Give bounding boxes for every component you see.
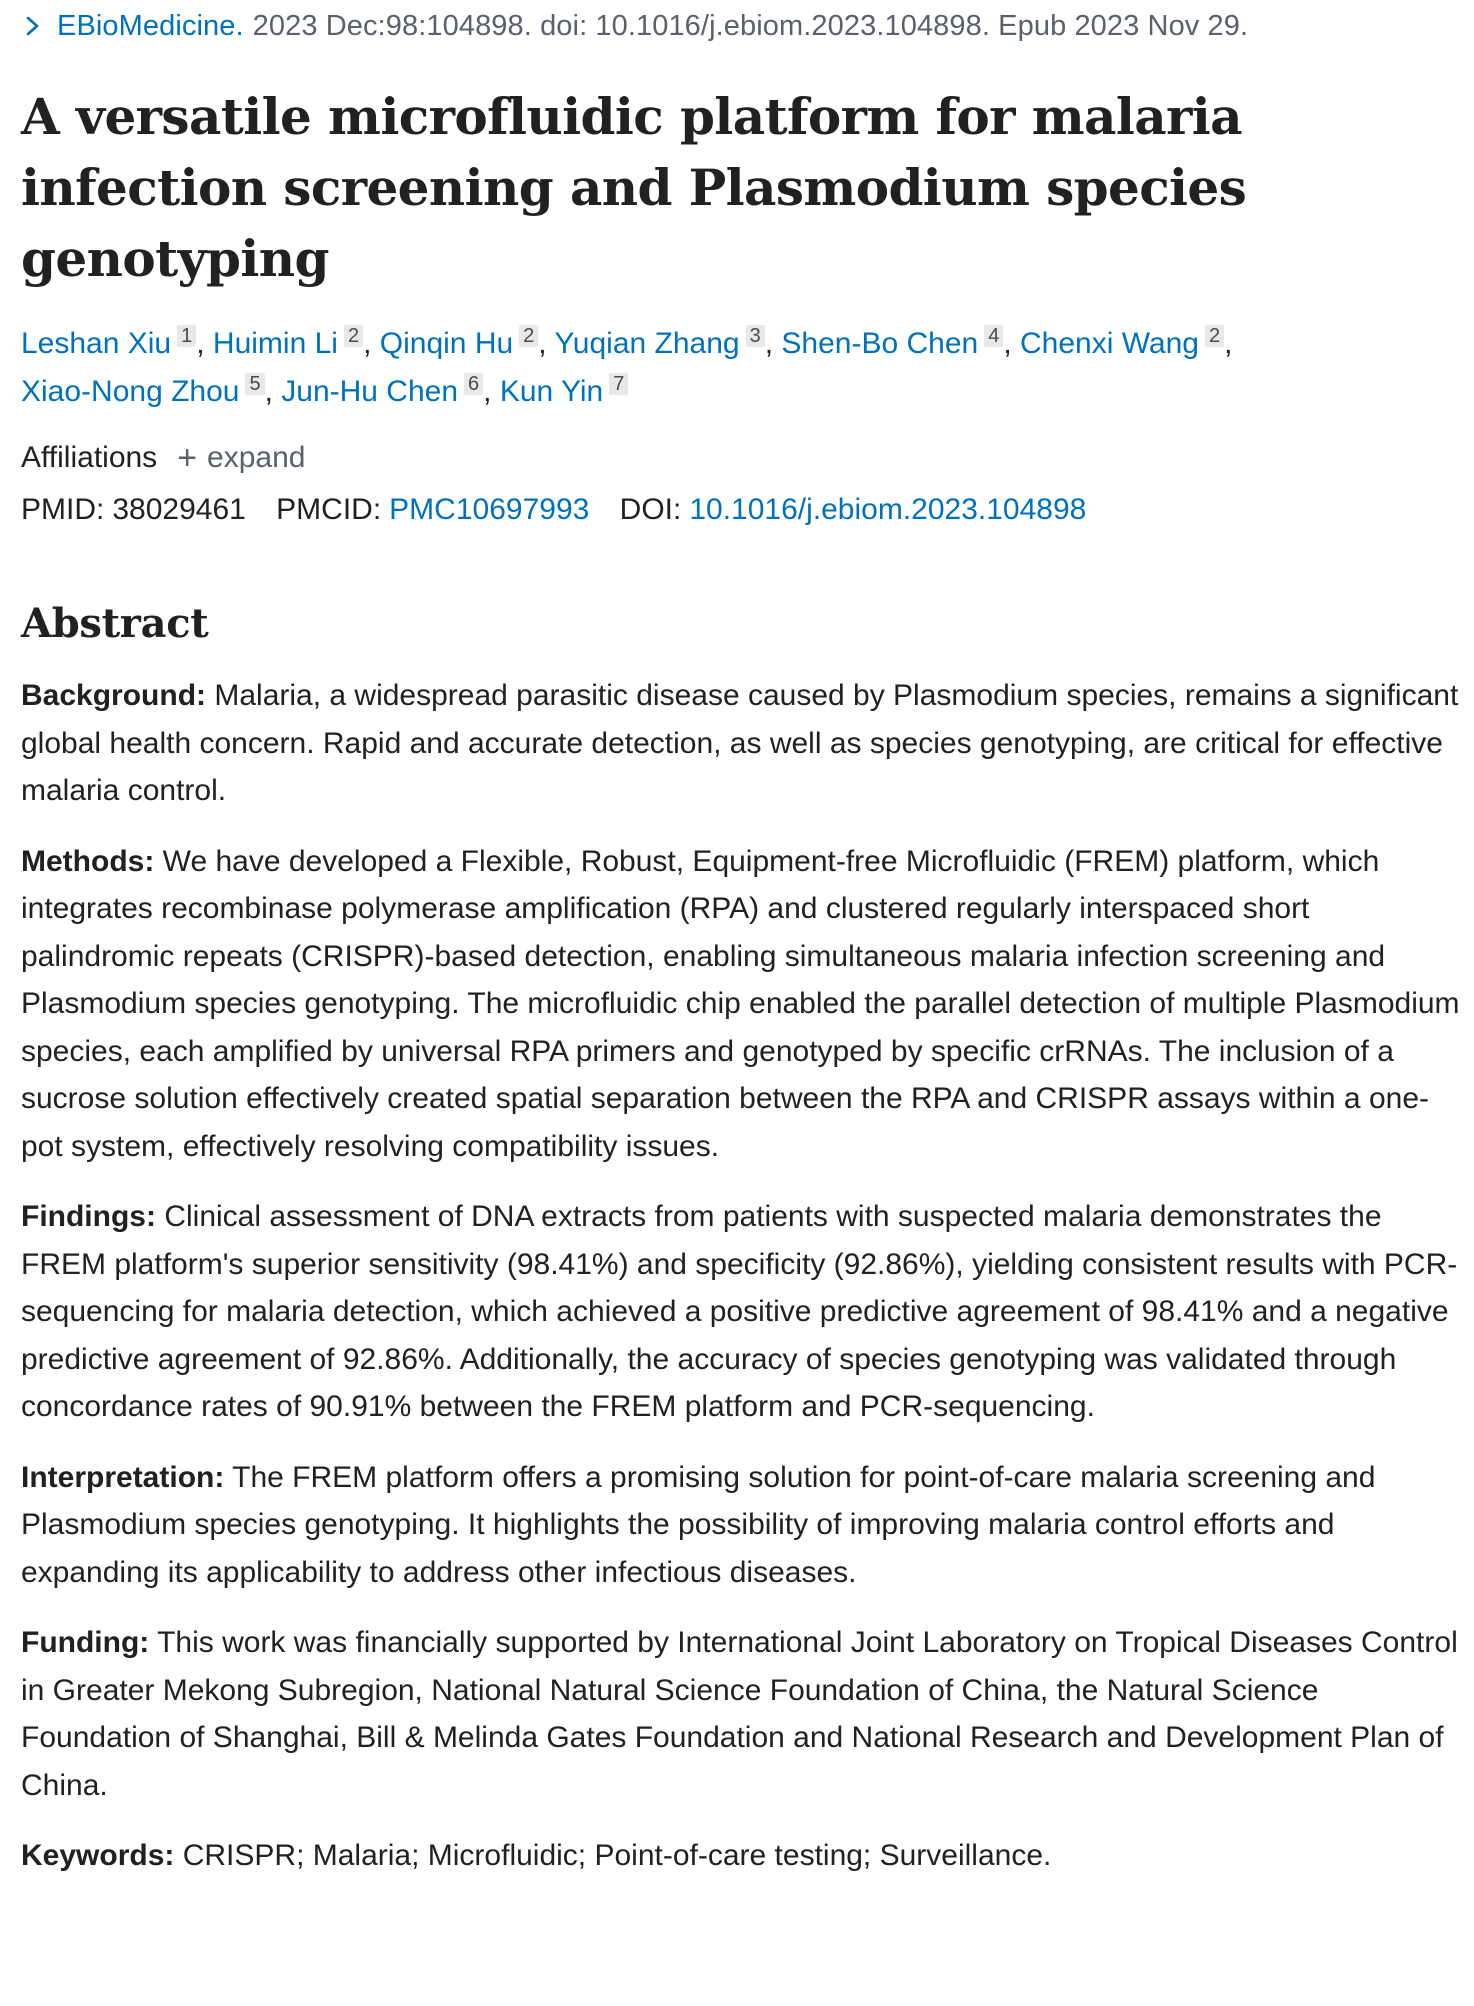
affiliation-number[interactable]: 2 bbox=[1205, 325, 1224, 347]
doi-link[interactable]: 10.1016/j.ebiom.2023.104898 bbox=[689, 493, 1087, 526]
author-item: Yuqian Zhang 3 , bbox=[554, 325, 782, 360]
keywords bbox=[21, 1832, 1461, 1880]
section-text: Malaria, a widespread parasitic disease caused by Plasmodium species, remains a significant global health concern. Rapid and accurate detection, as well as species genotyping, are critical for effective malaria control. bbox=[21, 679, 1459, 807]
section-label: Findings: bbox=[21, 1200, 156, 1233]
plus-icon: + bbox=[177, 439, 198, 477]
author-item: Jun-Hu Chen 6 , bbox=[281, 373, 500, 408]
article-title: A versatile microfluidic platform for malaria infection screening and Plasmodium species genotyping bbox=[21, 87, 1247, 288]
section-label: Keywords: bbox=[21, 1839, 175, 1872]
section-text: This work was financially supported by International Joint Laboratory on Tropical Diseases Control in Greater Mekong Subregion, National Natural Science Foundation of China, the Natural Science Foundation of Shanghai, Bill & Melinda Gates Foundation and National Research and Development Plan of China. bbox=[21, 1626, 1458, 1802]
section-text: We have developed a Flexible, Robust, Equipment-free Microfluidic (FREM) platform, which integrates recombinase polymerase amplification (RPA) and clustered regularly interspaced short palindromic repeats (CRISPR)-based detection, enabling simultaneous malaria infection screening and Plasmodium species genotyping. The microfluidic chip enabled the parallel detection of multiple Plasmodium species, each amplified by universal RPA primers and genotyped by specific crRNAs. The inclusion of a sucrose solution effectively created spatial separation between the RPA and CRISPR assays within a one-pot system, effectively resolving compatibility issues. bbox=[21, 844, 1460, 1163]
section-text: The FREM platform offers a promising solution for point-of-care malaria screening and Plasmodium species genotyping. It highlights the possibility of improving malaria control efforts and expanding its applicability to address other infectious diseases. bbox=[21, 1460, 1376, 1589]
section-text: Clinical assessment of DNA extracts from patients with suspected malaria demonstrates the FREM platform's superior sensitivity (98.41%) and specificity (92.86%), yielding consistent results with PCR-sequencing for malaria detection, which achieved a positive predictive agreement of 98.41% and a negative predictive agreement of 92.86%. Additionally, the accuracy of species genotyping was validated through concordance rates of 90.91% between the FREM platform and PCR-sequencing. bbox=[21, 1200, 1458, 1423]
author-item bbox=[500, 375, 629, 408]
pmid-value: 38029461 bbox=[112, 493, 246, 526]
author-item: Huimin Li 2 , bbox=[212, 325, 380, 360]
author-list bbox=[21, 320, 1421, 416]
author-link[interactable]: Yuqian Zhang bbox=[554, 327, 740, 360]
abstract-background bbox=[21, 672, 1461, 815]
author-item: Leshan Xiu 1 , bbox=[21, 325, 213, 360]
affiliation-number[interactable]: 1 bbox=[177, 325, 196, 347]
affiliation-number[interactable]: 3 bbox=[746, 325, 765, 347]
author-item: Shen-Bo Chen 4 , bbox=[781, 325, 1020, 360]
author-link[interactable]: Jun-Hu Chen bbox=[281, 375, 459, 408]
affiliation-number[interactable]: 7 bbox=[609, 373, 628, 395]
abstract-findings bbox=[21, 1193, 1461, 1431]
affiliation-number[interactable]: 6 bbox=[464, 373, 483, 395]
pmcid-label: PMCID: bbox=[276, 493, 382, 526]
affiliation-number[interactable]: 2 bbox=[344, 325, 363, 347]
author-link[interactable]: Shen-Bo Chen bbox=[781, 327, 979, 360]
journal-link[interactable]: EBioMedicine. bbox=[57, 10, 244, 42]
abstract-heading: Abstract bbox=[21, 600, 209, 647]
abstract-interpretation bbox=[21, 1454, 1461, 1597]
section-label: Methods: bbox=[21, 844, 155, 878]
affiliations-row bbox=[21, 436, 1454, 480]
citation-line bbox=[21, 6, 1454, 46]
pmid-label: PMID: bbox=[21, 493, 105, 526]
affiliations-label: Affiliations bbox=[21, 441, 158, 474]
affiliation-number[interactable]: 2 bbox=[519, 325, 538, 347]
author-item: Chenxi Wang 2 , bbox=[1020, 325, 1233, 360]
chevron-right-icon[interactable] bbox=[23, 15, 43, 37]
doi-label: DOI: bbox=[619, 493, 682, 526]
section-text: CRISPR; Malaria; Microfluidic; Point-of-care testing; Surveillance. bbox=[182, 1839, 1052, 1872]
article-page bbox=[0, 6, 1474, 1880]
affiliation-number[interactable]: 5 bbox=[245, 373, 264, 395]
author-link[interactable]: Leshan Xiu bbox=[21, 327, 172, 360]
author-link[interactable]: Kun Yin bbox=[499, 375, 604, 408]
section-label: Interpretation: bbox=[21, 1460, 225, 1494]
identifiers-row bbox=[21, 488, 1454, 532]
author-link[interactable]: Huimin Li bbox=[212, 327, 338, 360]
author-item: Qinqin Hu 2 , bbox=[379, 325, 555, 360]
affiliation-number[interactable]: 4 bbox=[984, 325, 1003, 347]
expand-affiliations-button[interactable] bbox=[177, 436, 305, 480]
citation-details: 2023 Dec:98:104898. doi: 10.1016/j.ebiom.2023.104898. Epub 2023 Nov 29. bbox=[252, 10, 1249, 42]
section-label: Background: bbox=[21, 679, 207, 712]
pmcid-link[interactable]: PMC10697993 bbox=[389, 493, 590, 526]
abstract-methods bbox=[21, 838, 1461, 1171]
author-item: Xiao-Nong Zhou 5 , bbox=[21, 373, 282, 408]
author-link[interactable]: Qinqin Hu bbox=[379, 327, 514, 360]
author-link[interactable]: Chenxi Wang bbox=[1020, 327, 1199, 360]
section-label: Funding: bbox=[21, 1626, 150, 1659]
author-link[interactable]: Xiao-Nong Zhou bbox=[21, 375, 240, 408]
abstract-funding bbox=[21, 1619, 1461, 1809]
expand-label: expand bbox=[207, 441, 306, 474]
